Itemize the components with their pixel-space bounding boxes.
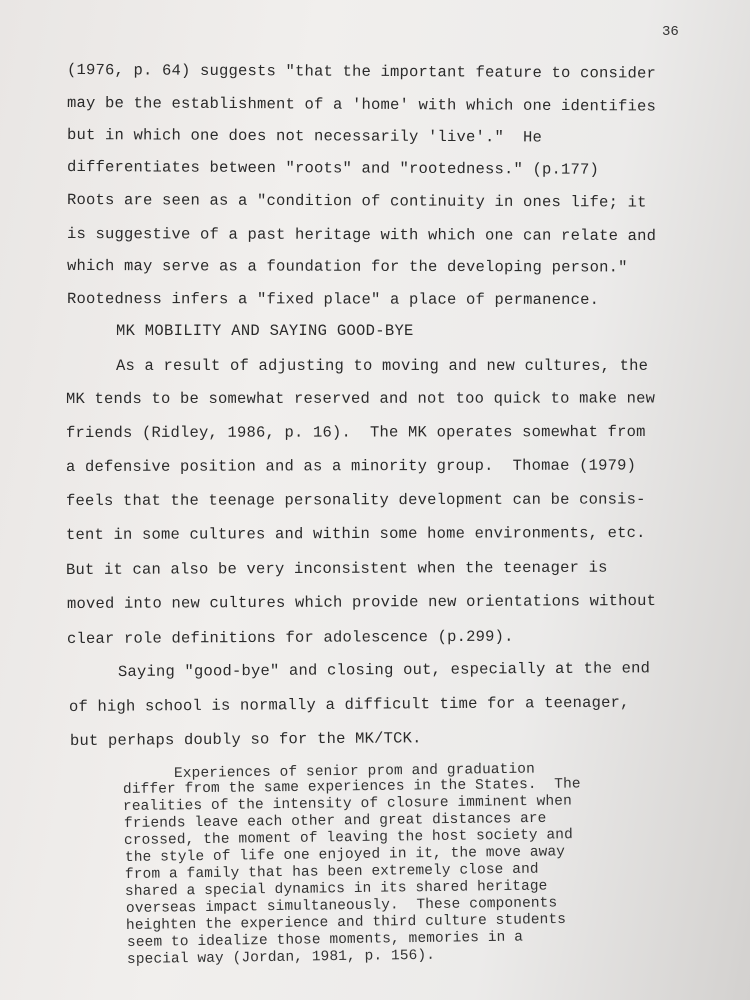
section-heading: MK MOBILITY AND SAYING GOOD-BYE: [116, 322, 414, 340]
text-line: which may serve as a foundation for the developing person.": [66, 257, 628, 277]
block-quote-line: realities of the intensity of closure imminent when: [122, 793, 572, 815]
text-line: but in which one does not necessarily 'live'." He: [66, 126, 543, 147]
block-quote-line: shared a special dynamics in its shared heritage: [124, 878, 548, 900]
text-line: But it can also be very inconsistent when the teenager is: [65, 558, 608, 579]
text-line: (1976, p. 64) suggests "that the important feature to consider: [66, 61, 657, 83]
text-line: but perhaps doubly so for the MK/TCK.: [69, 729, 422, 750]
block-quote-line: the style of life one enjoyed in it, the move away: [124, 844, 566, 866]
block-quote-line: heighten the experience and third culture students: [125, 911, 567, 934]
block-quote-line: crossed, the moment of leaving the host society and: [123, 827, 573, 849]
block-quote-line: friends leave each other and great distances are: [123, 810, 547, 832]
block-quote-line: from a family that has been extremely close and: [124, 861, 539, 883]
text-line: As a result of adjusting to moving and new cultures, the: [116, 357, 649, 375]
text-line: is suggestive of a past heritage with which one can relate and: [66, 225, 657, 246]
block-quote-line: Experiences of senior prom and graduation: [173, 761, 535, 782]
text-line: feels that the teenage personality development can be consis-: [65, 490, 646, 510]
text-line: a defensive position and as a minority group. Thomae (1979): [65, 456, 637, 476]
page-number: 36: [662, 24, 679, 40]
text-line: Roots are seen as a "condition of continuity in ones life; it: [66, 191, 647, 212]
block-quote-line: special way (Jordan, 1981, p. 156).: [126, 947, 436, 968]
text-line: MK tends to be somewhat reserved and not too quick to make new: [65, 389, 656, 408]
text-line: Rootedness infers a "fixed place" a place of permanence.: [66, 290, 600, 309]
block-quote-line: seem to idealize those moments, memories in a: [126, 929, 524, 951]
text-line: friends (Ridley, 1986, p. 16). The MK operates somewhat from: [65, 422, 646, 442]
block-quote-line: differ from the same experiences in the States. The: [122, 776, 581, 798]
text-line: tent in some cultures and within some home environments, etc.: [65, 523, 646, 544]
text-line: Saying "good-bye" and closing out, especially at the end: [117, 659, 651, 681]
text-line: moved into new cultures which provide new orientations without: [66, 591, 657, 613]
block-quote-line: overseas impact simultaneously. These components: [125, 895, 558, 917]
text-line: differentiates between "roots" and "rootedness." (p.177): [66, 158, 600, 179]
text-line: of high school is normally a difficult time for a teenager,: [68, 693, 630, 716]
text-line: clear role definitions for adolescence (p.299).: [66, 627, 514, 648]
text-line: may be the establishment of a 'home' with which one identifies: [66, 94, 657, 116]
